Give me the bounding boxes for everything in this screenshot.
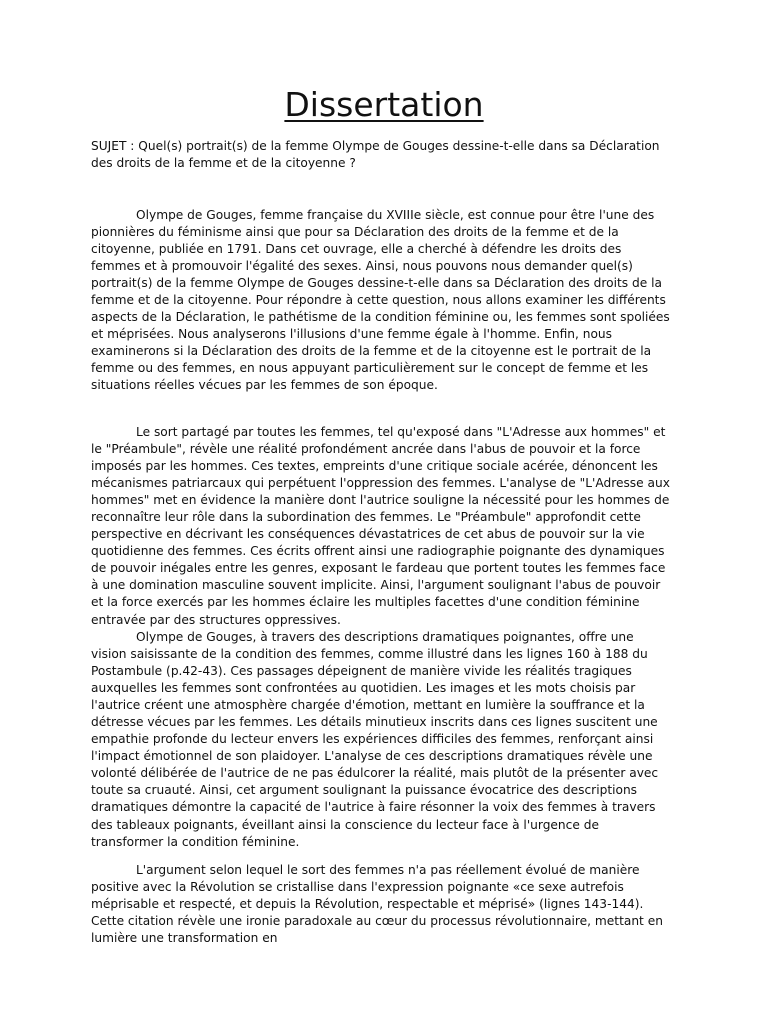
essay-subject: SUJET : Quel(s) portrait(s) de la femme Olympe de Gouges dessine-t-elle dans sa Déclaration des droits de la femme et de la citoyenne ? <box>91 139 660 170</box>
document-title: Dissertation <box>284 85 484 124</box>
paragraph-introduction: Olympe de Gouges, femme française du XVIIIe siècle, est connue pour être l'une des pionnières du féminisme ainsi que pour sa Déclaration des droits de la femme et de la citoyenne, publiée en 1791. Dans cet ouvrage, elle a cherché à défendre les droits des femmes et à promouvoir l'égalité des sexes. Ainsi, nous pouvons nous demander quel(s) portrait(s) de la femme Olympe de Gouges dessine-t-elle dans sa Déclaration des droits de la femme et de la citoyenne. Pour répondre à cette question, nous allons examiner les différents aspects de la Déclaration, le pathétisme de la condition féminine ou, les femmes sont spoliées et méprisées. Nous analyserons l'illusions d'une femme égale à l'homme. Enfin, nous examinerons si la Déclaration des droits de la femme et de la citoyenne est le portrait de la femme ou des femmes, en nous appuyant particulièrement sur le concept de femme et les situations réelles vécues par les femmes de son époque. <box>91 208 670 393</box>
paragraph-dramatic-descriptions: Olympe de Gouges, à travers des descriptions dramatiques poignantes, offre une vision saisissante de la condition des femmes, comme illustré dans les lignes 160 à 188 du Postambule (p.42-43). Ces passages dépeignent de manière vivide les réalités tragiques auxquelles les femmes sont confrontées au quotidien. Les images et les mots choisis par l'autrice créent une atmosphère chargée d'émotion, mettant en lumière la souffrance et la détresse vécues par les femmes. Les détails minutieux inscrits dans ces lignes suscitent une empathie profonde du lecteur envers les expériences difficiles des femmes, renforçant ainsi l'impact émotionnel de son plaidoyer. L'analyse de ces descriptions dramatiques révèle une volonté délibérée de l'autrice de ne pas édulcorer la réalité, mais plutôt de la présenter avec toute sa cruauté. Ainsi, cet argument soulignant la puissance évocatrice des descriptions dramatiques démontre la capacité de l'autrice à faire résonner la voix des femmes à travers des tableaux poignants, éveillant ainsi la conscience du lecteur face à l'urgence de transformer la condition féminine. <box>91 630 659 849</box>
paragraph-abuse-of-power: Le sort partagé par toutes les femmes, tel qu'exposé dans "L'Adresse aux hommes" et le "Préambule", révèle une réalité profondément ancrée dans l'abus de pouvoir et la force imposés par les hommes. Ces textes, empreints d'une critique sociale acérée, dénoncent les mécanismes patriarcaux qui perpétuent l'oppression des femmes. L'analyse de "L'Adresse aux hommes" met en évidence la manière dont l'autrice souligne la nécessité pour les hommes de reconnaître leur rôle dans la subordination des femmes. Le "Préambule" approfondit cette perspective en décrivant les conséquences dévastatrices de cet abus de pouvoir sur la vie quotidienne des femmes. Ces écrits offrent ainsi une radiographie poignante des dynamiques de pouvoir inégales entre les genres, exposant le fardeau que portent toutes les femmes face à une domination masculine souvent implicite. Ainsi, l'argument soulignant l'abus de pouvoir et la force exercés par les hommes éclaire les multiples facettes d'une condition féminine entravée par des structures oppressives. <box>91 425 670 627</box>
paragraph-revolution: L'argument selon lequel le sort des femmes n'a pas réellement évolué de manière positive avec la Révolution se cristallise dans l'expression poignante «ce sexe autrefois méprisable et respecté, et depuis la Révolution, respectable et méprisé» (lignes 143-144). Cette citation révèle une ironie paradoxale au cœur du processus révolutionnaire, mettant en lumière une transformation en <box>91 863 663 946</box>
